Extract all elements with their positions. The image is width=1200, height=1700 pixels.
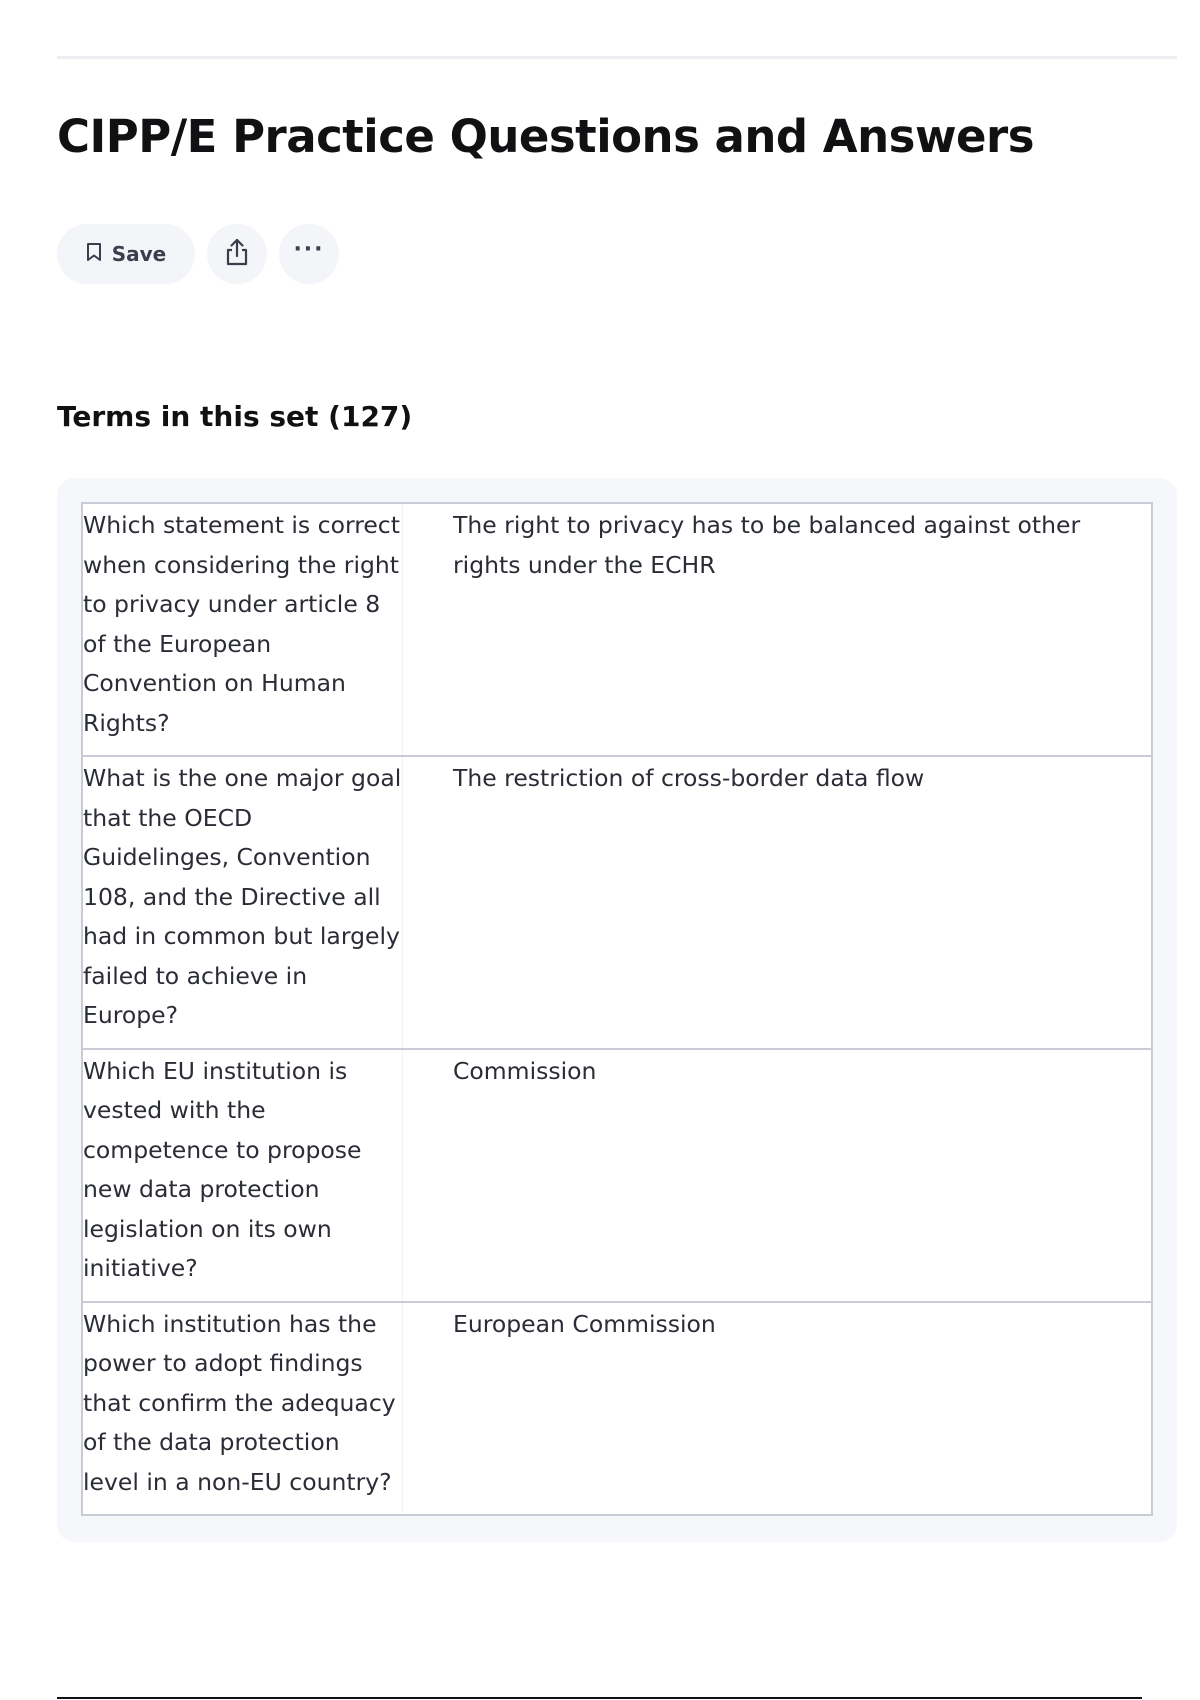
table-row	[83, 504, 1151, 757]
term-cell: Which EU institution is vested with the competence to propose new data protection legislation on its own initiative?	[83, 1050, 403, 1301]
page-title: CIPP/E Practice Questions and Answers	[57, 110, 1035, 163]
term-cell: Which statement is correct when considering the right to privacy under article 8 of the European Convention on Human Rights?	[83, 504, 403, 755]
bookmark-icon	[86, 242, 102, 267]
top-divider	[57, 56, 1177, 59]
definition-cell: European Commission	[453, 1309, 716, 1338]
more-options-icon: ···	[293, 237, 325, 262]
save-label: Save	[111, 242, 167, 266]
table-row	[83, 1303, 1151, 1515]
bottom-divider	[57, 1697, 1142, 1699]
terms-heading: Terms in this set (127)	[57, 400, 413, 433]
term-cell: Which institution has the power to adopt findings that confirm the adequacy of the data protection level in a non-EU country?	[83, 1303, 403, 1515]
terms-panel	[57, 478, 1177, 1542]
action-bar	[57, 224, 339, 284]
definition-cell: Commission	[453, 1056, 597, 1085]
term-cell: What is the one major goal that the OECD Guidelinges, Convention 108, and the Directive all had in common but largely failed to achieve in Europe?	[83, 757, 403, 1048]
definition-cell: The restriction of cross-border data flow	[453, 764, 925, 792]
share-button[interactable]	[207, 224, 267, 284]
table-row	[83, 1050, 1151, 1303]
share-icon	[224, 237, 250, 271]
more-options-button[interactable]	[279, 224, 339, 284]
terms-table	[81, 502, 1153, 1516]
table-row	[83, 757, 1151, 1050]
definition-cell: The right to privacy has to be balanced against other rights under the ECHR	[453, 511, 1081, 579]
save-button[interactable]	[57, 224, 195, 284]
